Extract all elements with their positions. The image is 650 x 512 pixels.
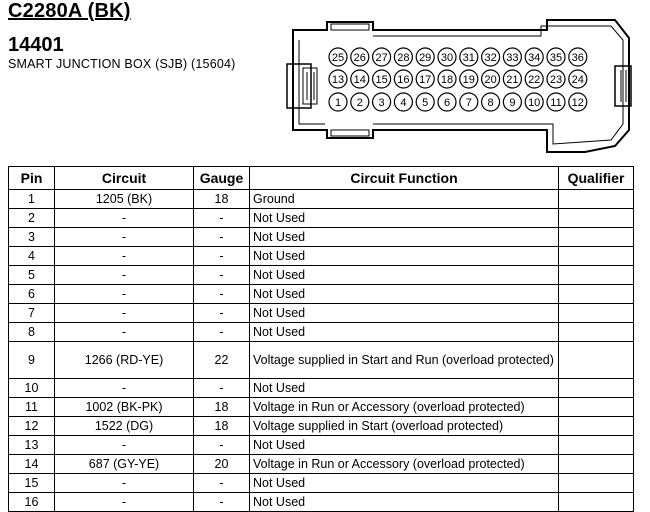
table-row: [9, 304, 634, 323]
gauge-cell: -: [194, 209, 250, 228]
pin-number: 36: [571, 52, 584, 64]
function-cell: Voltage supplied in Start (overload protected): [250, 417, 559, 436]
pin-number: 12: [571, 97, 584, 109]
function-cell: Not Used: [250, 379, 559, 398]
circuit-cell: -: [55, 266, 194, 285]
pin-cell: 1: [9, 190, 55, 209]
circuit-cell: -: [55, 304, 194, 323]
circuit-cell: -: [55, 247, 194, 266]
connector-pin: [547, 93, 565, 111]
pin-cell: 5: [9, 266, 55, 285]
qualifier-cell: [559, 285, 634, 304]
table-row: [9, 285, 634, 304]
pin-number: 14: [353, 74, 366, 86]
qualifier-cell: [559, 323, 634, 342]
connector-pin: [503, 93, 521, 111]
pin-number: 2: [356, 97, 363, 109]
gauge-cell: -: [194, 285, 250, 304]
pin-number: 9: [509, 97, 516, 109]
table-row: [9, 342, 634, 379]
pin-number: 34: [528, 52, 541, 64]
gauge-cell: 18: [194, 398, 250, 417]
gauge-cell: -: [194, 304, 250, 323]
pin-number: 11: [550, 97, 562, 109]
circuit-cell: 1522 (DG): [55, 417, 194, 436]
connector-pin: [394, 93, 412, 111]
connector-pin: [482, 70, 500, 88]
function-cell: Voltage in Run or Accessory (overload protected): [250, 455, 559, 474]
pin-cell: 9: [9, 342, 55, 379]
function-cell: Not Used: [250, 493, 559, 512]
pin-cell: 6: [9, 285, 55, 304]
circuit-cell: -: [55, 228, 194, 247]
pin-number: 4: [400, 97, 407, 109]
pin-cell: 3: [9, 228, 55, 247]
pin-number: 8: [487, 97, 494, 109]
circuit-cell: 687 (GY-YE): [55, 455, 194, 474]
header-gauge: Gauge: [194, 167, 250, 190]
pin-number: 21: [506, 74, 519, 86]
pin-number: 19: [462, 74, 475, 86]
connector-pin: [503, 70, 521, 88]
table-row: [9, 398, 634, 417]
pin-number: 1: [334, 97, 342, 109]
connector-pin: [394, 70, 412, 88]
circuit-cell: -: [55, 323, 194, 342]
gauge-cell: -: [194, 228, 250, 247]
function-cell: Not Used: [250, 304, 559, 323]
pin-number: 33: [506, 52, 519, 64]
circuit-cell: -: [55, 436, 194, 455]
connector-pin: [373, 93, 391, 111]
header-qualifier: Qualifier: [559, 167, 634, 190]
connector-pin: [547, 48, 565, 66]
pin-number: 16: [397, 74, 410, 86]
pin-number: 26: [353, 52, 366, 64]
circuit-cell: -: [55, 209, 194, 228]
table-row: [9, 266, 634, 285]
circuit-cell: -: [55, 379, 194, 398]
pinout-table: [8, 166, 634, 512]
pin-number: 25: [331, 52, 345, 64]
header-circuit: Circuit: [55, 167, 194, 190]
connector-pin: [547, 70, 565, 88]
connector-pin: [351, 93, 369, 111]
table-row: [9, 436, 634, 455]
circuit-cell: -: [55, 493, 194, 512]
connector-title: C2280A (BK): [8, 0, 131, 22]
table-row: [9, 228, 634, 247]
connector-pin: [525, 48, 543, 66]
connector-pin: [438, 93, 456, 111]
pin-number: 18: [440, 74, 454, 86]
connector-pin: [503, 48, 521, 66]
qualifier-cell: [559, 379, 634, 398]
function-cell: Voltage supplied in Start and Run (overload protected): [250, 342, 559, 379]
pin-cell: 10: [9, 379, 55, 398]
table-row: [9, 190, 634, 209]
function-cell: Voltage in Run or Accessory (overload protected): [250, 398, 559, 417]
part-number: 14401: [8, 34, 64, 56]
table-row: [9, 417, 634, 436]
circuit-cell: -: [55, 285, 194, 304]
pin-cell: 15: [9, 474, 55, 493]
connector-pin: [525, 70, 543, 88]
function-cell: Not Used: [250, 323, 559, 342]
function-cell: Not Used: [250, 436, 559, 455]
header-circuit-function: Circuit Function: [250, 167, 559, 190]
gauge-cell: -: [194, 379, 250, 398]
gauge-cell: 18: [194, 190, 250, 209]
pin-number: 29: [419, 52, 432, 64]
pin-number: 32: [484, 52, 497, 64]
pin-number: 35: [549, 52, 563, 64]
circuit-cell: -: [55, 474, 194, 493]
table-row: [9, 474, 634, 493]
table-header-row: [9, 167, 634, 190]
function-cell: Not Used: [250, 209, 559, 228]
pin-cell: 12: [9, 417, 55, 436]
qualifier-cell: [559, 342, 634, 379]
pin-number: 24: [571, 74, 584, 86]
connector-pin: [351, 70, 369, 88]
table-row: [9, 209, 634, 228]
pin-cell: 4: [9, 247, 55, 266]
pin-number: 23: [549, 74, 563, 86]
connector-pin: [482, 93, 500, 111]
pin-cell: 2: [9, 209, 55, 228]
gauge-cell: -: [194, 323, 250, 342]
connector-pin: [416, 48, 434, 66]
pin-cell: 7: [9, 304, 55, 323]
pin-number: 15: [375, 74, 388, 86]
gauge-cell: 18: [194, 417, 250, 436]
gauge-cell: -: [194, 493, 250, 512]
pin-number: 30: [440, 52, 454, 64]
pin-cell: 14: [9, 455, 55, 474]
connector-pin: [329, 93, 347, 111]
table-row: [9, 455, 634, 474]
pin-cell: 13: [9, 436, 55, 455]
pin-number: 28: [397, 52, 410, 64]
component-name: SMART JUNCTION BOX (SJB) (15604): [8, 57, 236, 71]
pin-number: 10: [528, 97, 541, 109]
qualifier-cell: [559, 417, 634, 436]
gauge-cell: -: [194, 247, 250, 266]
qualifier-cell: [559, 266, 634, 285]
circuit-cell: 1205 (BK): [55, 190, 194, 209]
pin-number: 27: [375, 52, 388, 64]
qualifier-cell: [559, 228, 634, 247]
qualifier-cell: [559, 474, 634, 493]
header-pin: Pin: [9, 167, 55, 190]
table-row: [9, 493, 634, 512]
gauge-cell: -: [194, 474, 250, 493]
pin-number: 13: [331, 74, 345, 86]
function-cell: Not Used: [250, 285, 559, 304]
connector-pin: [416, 70, 434, 88]
connector-pin: [329, 70, 347, 88]
connector-pin: [394, 48, 412, 66]
connector-pin: [351, 48, 369, 66]
connector-pin: [373, 48, 391, 66]
table-row: [9, 323, 634, 342]
connector-pin: [373, 70, 391, 88]
connector-pin: [569, 48, 587, 66]
qualifier-cell: [559, 190, 634, 209]
qualifier-cell: [559, 455, 634, 474]
connector-pin-grid: [329, 48, 587, 111]
pin-number: 20: [484, 74, 497, 86]
table-row: [9, 247, 634, 266]
pin-cell: 11: [9, 398, 55, 417]
gauge-cell: 20: [194, 455, 250, 474]
pin-number: 5: [422, 97, 429, 109]
qualifier-cell: [559, 493, 634, 512]
connector-pin: [460, 93, 478, 111]
gauge-cell: -: [194, 436, 250, 455]
function-cell: Not Used: [250, 247, 559, 266]
connector-pin: [438, 70, 456, 88]
qualifier-cell: [559, 436, 634, 455]
gauge-cell: -: [194, 266, 250, 285]
connector-pin: [569, 70, 587, 88]
connector-pin: [569, 93, 587, 111]
connector-face-diagram: [285, 12, 637, 162]
pin-number: 3: [378, 97, 385, 109]
qualifier-cell: [559, 247, 634, 266]
table-row: [9, 379, 634, 398]
qualifier-cell: [559, 209, 634, 228]
qualifier-cell: [559, 304, 634, 323]
circuit-cell: 1266 (RD-YE): [55, 342, 194, 379]
pin-number: 7: [465, 97, 472, 109]
connector-pin: [438, 48, 456, 66]
pin-number: 22: [528, 74, 541, 86]
qualifier-cell: [559, 398, 634, 417]
connector-pin: [416, 93, 434, 111]
pin-number: 17: [419, 74, 432, 86]
pin-number: 31: [462, 52, 475, 64]
connector-pin: [525, 93, 543, 111]
connector-pin: [329, 48, 347, 66]
circuit-cell: 1002 (BK-PK): [55, 398, 194, 417]
gauge-cell: 22: [194, 342, 250, 379]
function-cell: Not Used: [250, 474, 559, 493]
connector-pin: [460, 48, 478, 66]
function-cell: Ground: [250, 190, 559, 209]
connector-pin: [460, 70, 478, 88]
pin-number: 6: [443, 97, 451, 109]
function-cell: Not Used: [250, 266, 559, 285]
pin-cell: 16: [9, 493, 55, 512]
pin-cell: 8: [9, 323, 55, 342]
function-cell: Not Used: [250, 228, 559, 247]
connector-pin: [482, 48, 500, 66]
